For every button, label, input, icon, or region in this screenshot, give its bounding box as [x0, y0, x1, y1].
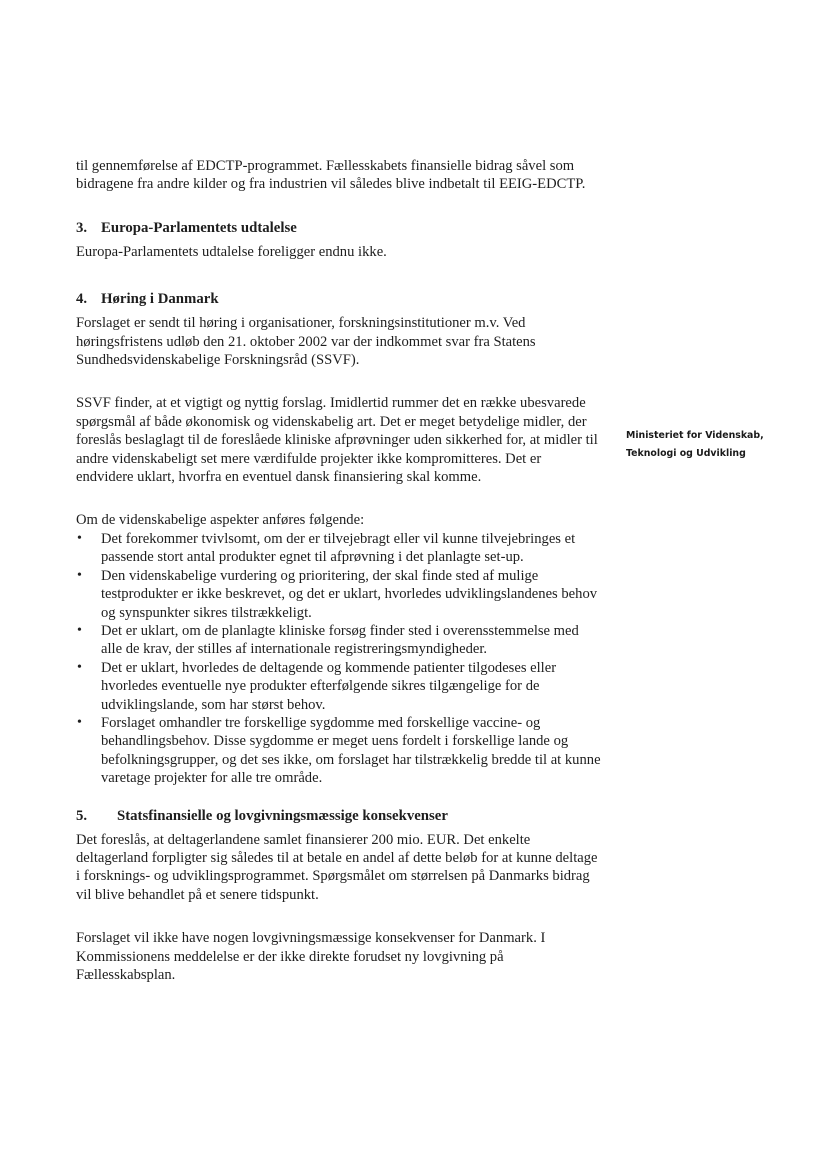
list-item-text: Det er uklart, om de planlagte kliniske forsøg finder sted i overensstemmelse med alle de krav, der stilles af internationale registreringsmyndigheder.: [101, 622, 579, 658]
list-item: [76, 622, 601, 659]
bullet-icon: •: [77, 530, 82, 546]
section-4-paragraph-3: Om de videnskabelige aspekter anføres følgende:: [76, 512, 365, 529]
ministry-sidebar: [626, 427, 816, 463]
intro-paragraph: til gennemførelse af EDCTP-programmet. Fællesskabets finansielle bidrag såvel som bidragene fra andre kilder og fra industrien vil således blive indbetalt til EEIG-EDCTP.: [76, 158, 586, 193]
bullet-icon: •: [77, 659, 82, 675]
section-5-heading: [76, 807, 601, 825]
section-4-heading: [76, 290, 601, 308]
section-4-paragraph-2: SSVF finder, at et vigtigt og nyttig forslag. Imidlertid rummer det en række ubesvarede spørgsmål af både økonomisk og videnskabelig art. Det er meget betydelige midler, der foreslås beslaglagt til de foreslåede kliniske afprøvninger uden sikkerhed for, at midler til andre videnskabeligt set mere værdifulde projekter ikke kompromitteres. Det er endvidere uklart, hvorfra en eventuel dansk finansiering skal komme.: [76, 395, 598, 486]
section-5-paragraph-1: Det foreslås, at deltagerlandene samlet finansierer 200 mio. EUR. Det enkelte deltagerland forpligter sig således til at betale en andel af dette beløb for at kunne deltage i forsknings- og udviklingsprogrammet. Spørgsmålet om størrelsen på Danmarks bidrag vil blive behandlet på et senere tidspunkt.: [76, 831, 598, 903]
section-3-title: Europa-Parlamentets udtalelse: [101, 219, 297, 236]
section-4-paragraph-1: Forslaget er sendt til høring i organisationer, forskningsinstitutioner m.v. Ved høringsfristens udløb den 21. oktober 2002 var der indkommet svar fra Statens Sundhedsvidenskabelige Forskningsråd (SSVF).: [76, 315, 536, 369]
section-4-title: Høring i Danmark: [101, 291, 219, 308]
section-5-number: 5.: [76, 807, 88, 824]
list-item: [76, 567, 601, 622]
section-4-number: 4.: [76, 291, 88, 308]
section-5-paragraph-2: Forslaget vil ikke have nogen lovgivningsmæssige konsekvenser for Danmark. I Kommissionens meddelelse er der ikke direkte forudset ny lovgivning på Fællesskabsplan.: [76, 930, 546, 983]
ministry-line-2: Teknologi og Udvikling: [626, 448, 746, 459]
document-body: [76, 157, 601, 984]
section-3-number: 3.: [76, 219, 88, 236]
list-item-text: Det forekommer tvivlsomt, om der er tilvejebragt eller vil kunne tilvejebringes et passende stort antal produkter egnet til afprøvning i det planlagte set-up.: [101, 530, 576, 566]
section-3-text: Europa-Parlamentets udtalelse foreligger endnu ikke.: [76, 243, 387, 260]
bullet-icon: •: [77, 714, 82, 730]
bullet-icon: •: [77, 567, 82, 583]
list-item: [76, 659, 601, 714]
section-5-title: Statsfinansielle og lovgivningsmæssige konsekvenser: [117, 807, 448, 824]
list-item: [76, 530, 601, 567]
bullet-list: [76, 530, 601, 788]
bullet-icon: •: [77, 622, 82, 638]
list-item-text: Den videnskabelige vurdering og prioritering, der skal finde sted af mulige testprodukter er ikke beskrevet, og det er uklart, hvorledes udviklingslandenes behov og synspunkter sikres tilstrækkeligt.: [101, 567, 598, 621]
ministry-line-1: Ministeriet for Videnskab,: [626, 430, 764, 441]
list-item: [76, 714, 601, 788]
list-item-text: Forslaget omhandler tre forskellige sygdomme med forskellige vaccine- og behandlingsbehov. Disse sygdomme er meget uens fordelt i forskellige lande og befolkningsgrupper, og det ses ikke, om forslaget har tilstrækkelig bredde til at kunne varetage projekter for alle tre område.: [101, 714, 601, 787]
section-3-heading: [76, 219, 601, 237]
list-item-text: Det er uklart, hvorledes de deltagende og kommende patienter tilgodeses eller hvorledes eventuelle nye produkter efterfølgende sikres tilgængelige for de udviklingslande, som har størst behov.: [101, 659, 557, 713]
